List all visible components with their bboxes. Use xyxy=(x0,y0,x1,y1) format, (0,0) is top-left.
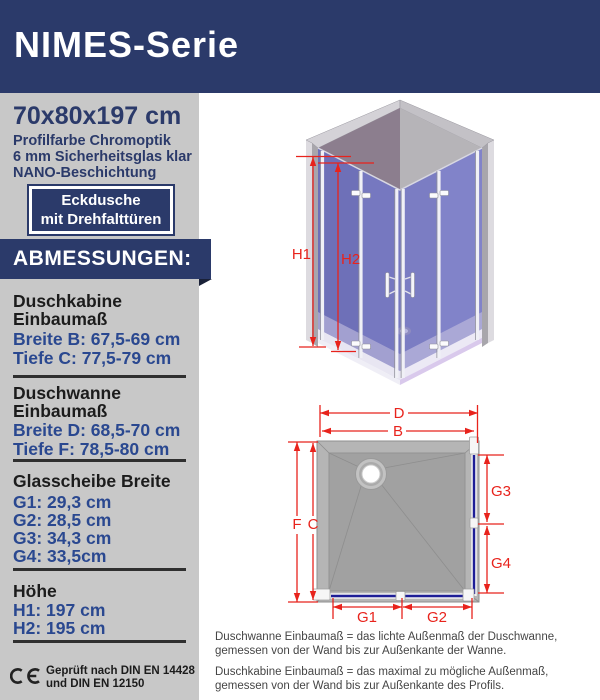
spec-value: Breite D: 68,5-70 cm xyxy=(13,420,181,440)
spec-value: H2: 195 cm xyxy=(13,618,106,638)
footnote-duschwanne xyxy=(215,631,557,658)
footnote-line: Duschkabine Einbaumaß = das maximal zu mögliche Außenmaß, xyxy=(215,666,549,678)
certification-line1: Geprüft nach DIN EN 14428 xyxy=(46,665,195,677)
spec-value: G4: 33,5cm xyxy=(13,546,107,566)
footnote-line: gemessen von der Wand bis zur Außenkante des Profils. xyxy=(215,679,505,692)
dim-label-g3: G3 xyxy=(491,483,512,500)
spec-heading: Duschwanne xyxy=(13,383,121,403)
spec-value: G1: 29,3 cm xyxy=(13,492,112,512)
spec-value: Tiefe C: 77,5-79 cm xyxy=(13,348,172,368)
dim-label-b: B xyxy=(392,423,404,440)
iso-shower-diagram xyxy=(292,100,494,385)
divider xyxy=(13,459,186,462)
divider xyxy=(13,568,186,571)
divider xyxy=(13,375,186,378)
dimensions-ribbon: ABMESSUNGEN: xyxy=(0,239,211,279)
dim-label-g4: G4 xyxy=(491,555,512,572)
spec-value: G3: 34,3 cm xyxy=(13,528,112,548)
spec-heading: Einbaumaß xyxy=(13,401,108,421)
spec-heading: Höhe xyxy=(13,581,57,601)
technical-diagrams xyxy=(230,95,600,640)
spec-heading: Einbaumaß xyxy=(13,309,108,329)
ribbon-fold xyxy=(199,279,212,286)
series-title: NIMES-Serie xyxy=(14,24,240,65)
feature-line: Profilfarbe Chromoptik xyxy=(13,133,171,149)
certification-line2: und DIN EN 12150 xyxy=(46,678,145,690)
badge-line1: Eckdusche xyxy=(61,192,141,209)
dim-label-d: D xyxy=(393,405,405,422)
ce-mark-icon xyxy=(10,665,44,687)
footnote-line: gemessen von der Wand bis zur Außenkante der Wanne. xyxy=(215,644,507,657)
footnote-line: Duschwanne Einbaumaß = das lichte Außenmaß der Duschwanne, xyxy=(215,631,558,643)
spec-heading: Duschkabine xyxy=(13,291,122,311)
dim-label-g2: G2 xyxy=(426,609,448,626)
product-size: 70x80x197 cm xyxy=(13,102,182,130)
dim-label-c: C xyxy=(307,516,319,533)
dim-label-g1: G1 xyxy=(356,609,378,626)
tray-plan-diagram xyxy=(288,405,511,626)
feature-line: 6 mm Sicherheitsglas klar xyxy=(13,149,192,165)
spec-value: Breite B: 67,5-69 cm xyxy=(13,329,181,349)
spec-value: H1: 197 cm xyxy=(13,600,106,620)
dim-label-h1: H1 xyxy=(291,246,311,263)
product-type-badge xyxy=(29,186,173,234)
badge-line2: mit Drehfalttüren xyxy=(40,211,162,228)
spec-heading: Glasscheibe Breite xyxy=(13,471,171,491)
dim-label-h2: H2 xyxy=(341,251,361,268)
feature-line: NANO-Beschichtung xyxy=(13,165,157,181)
spec-value: G2: 28,5 cm xyxy=(13,510,112,530)
spec-value: Tiefe F: 78,5-80 cm xyxy=(13,439,170,459)
dim-label-f: F xyxy=(292,516,302,533)
divider xyxy=(13,640,186,643)
footnote-duschkabine xyxy=(215,666,548,693)
